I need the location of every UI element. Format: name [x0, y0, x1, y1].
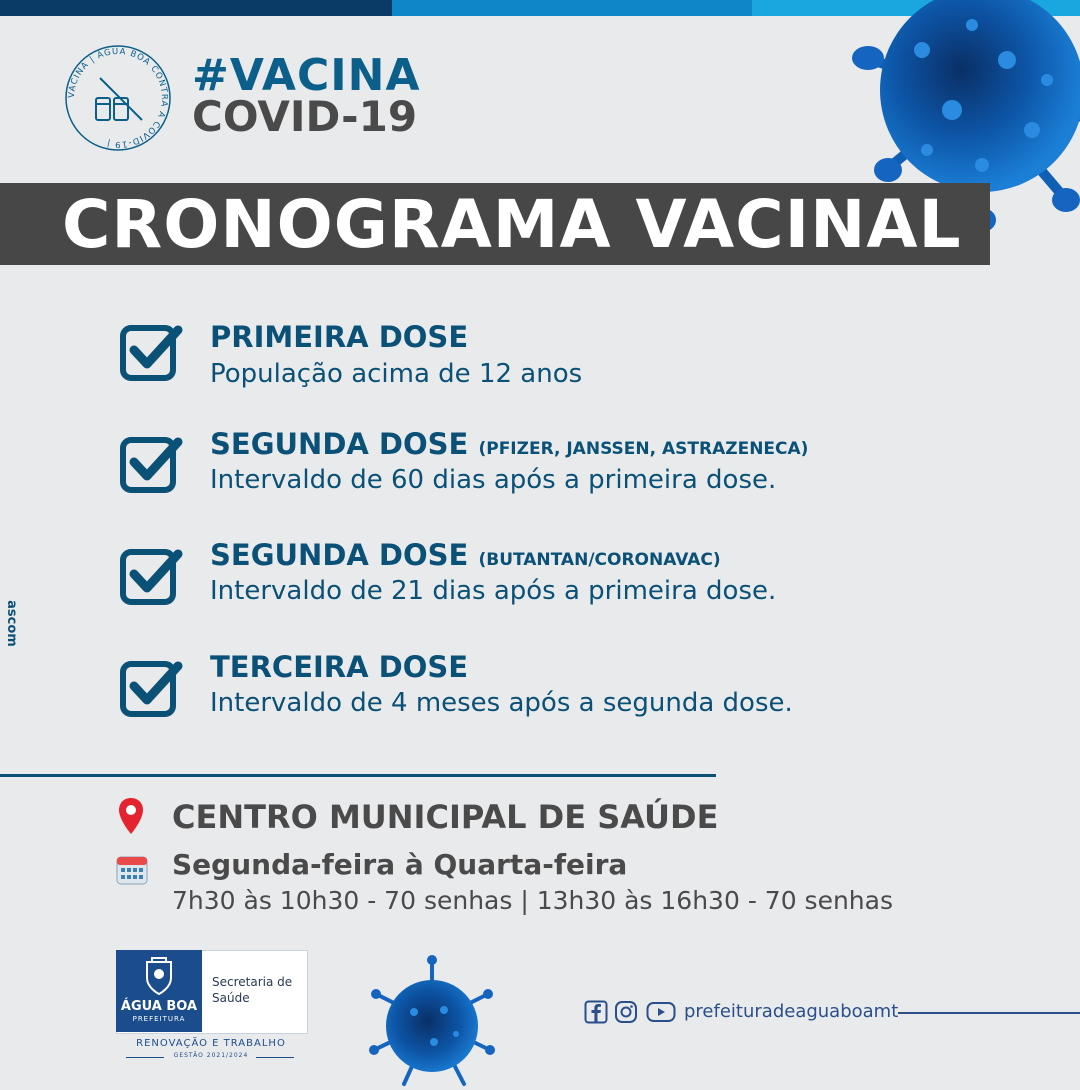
page-title: CRONOGRAMA VACINAL — [62, 186, 962, 263]
crest-icon — [144, 956, 174, 996]
youtube-icon[interactable] — [646, 1000, 676, 1024]
schedule-item-description: População acima de 12 anos — [210, 359, 583, 389]
schedule-item-description: Intervaldo de 21 dias após a primeira dose. — [210, 576, 777, 606]
instagram-icon[interactable] — [614, 1000, 638, 1024]
map-pin-icon — [117, 796, 145, 838]
schedule-item-title: TERCEIRA DOSE — [210, 650, 469, 684]
checkbox-check-icon — [120, 432, 184, 496]
logo-department: Secretaria de Saúde — [212, 975, 293, 1005]
schedule-item-title: PRIMEIRA DOSE — [210, 320, 469, 354]
checkbox-check-icon — [120, 320, 184, 384]
handle-rule — [898, 1012, 1080, 1014]
service-hours: 7h30 às 10h30 - 70 senhas | 13h30 às 16h30 - 70 senhas — [172, 886, 893, 915]
motto-rule-right — [256, 1057, 294, 1058]
social-handle[interactable]: prefeituradeaguaboamt — [684, 1001, 899, 1022]
location-name: CENTRO MUNICIPAL DE SAÚDE — [172, 798, 719, 836]
seal-text: VACINA | ÁGUA BOA CONTRA A COVID-19 | — [66, 46, 170, 150]
schedule-item-description: Intervaldo de 60 dias após a primeira dose. — [210, 465, 777, 495]
vaccine-seal-icon — [62, 42, 174, 154]
schedule-item-description: Intervaldo de 4 meses após a segunda dose. — [210, 688, 793, 718]
top-bar-navy — [0, 0, 392, 16]
side-credit: ascom — [3, 600, 19, 647]
schedule-item-note: (PFIZER, JANSSEN, ASTRAZENECA) — [478, 439, 809, 459]
checkbox-check-icon — [120, 656, 184, 720]
service-days: Segunda-feira à Quarta-feira — [172, 848, 628, 881]
facebook-icon[interactable] — [584, 1000, 608, 1024]
top-bar-blue — [392, 0, 752, 16]
checkbox-check-icon — [120, 544, 184, 608]
virus-small-icon — [364, 954, 500, 1090]
hashtag-vacina: #VACINA — [192, 50, 421, 101]
hashtag-covid: COVID-19 — [192, 92, 418, 141]
logo-city-name: ÁGUA BOA — [120, 999, 198, 1014]
logo-motto: RENOVAÇÃO E TRABALHO — [136, 1038, 286, 1049]
logo-subtitle: PREFEITURA — [132, 1015, 186, 1023]
calendar-icon — [115, 852, 149, 886]
schedule-item-title: SEGUNDA DOSE (PFIZER, JANSSEN, ASTRAZENECA) — [210, 427, 809, 461]
schedule-item-note: (BUTANTAN/CORONAVAC) — [478, 550, 721, 570]
section-divider — [0, 774, 716, 777]
logo-term: GESTÃO 2021/2024 — [173, 1052, 249, 1059]
schedule-item-title: SEGUNDA DOSE (BUTANTAN/CORONAVAC) — [210, 538, 721, 572]
